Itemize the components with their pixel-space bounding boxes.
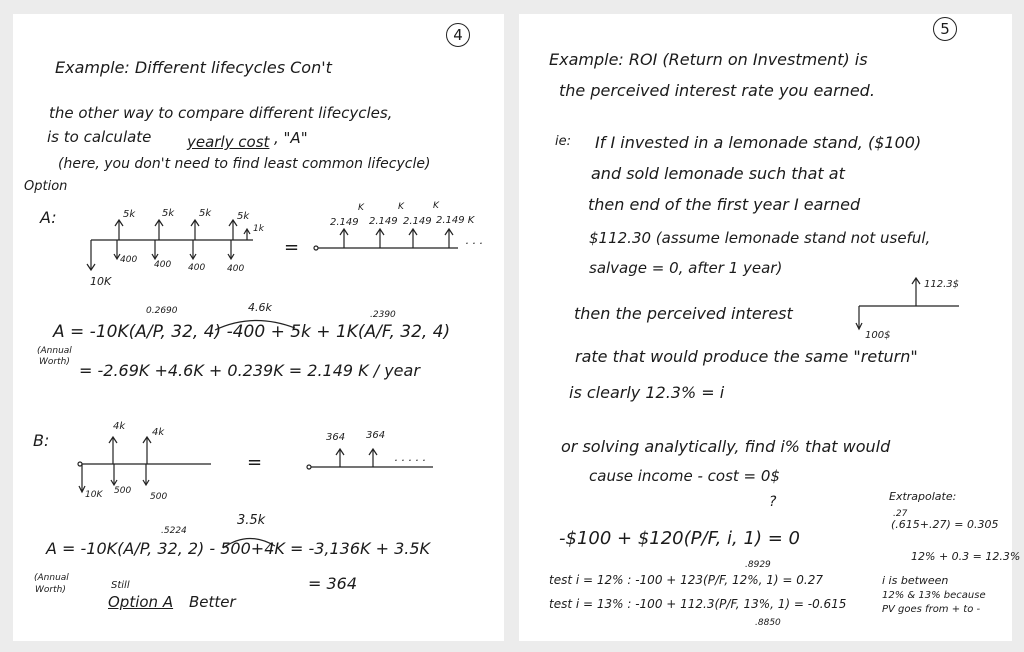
notes-page-4 bbox=[13, 14, 504, 641]
page-title: Example: Different lifecycles Con't bbox=[55, 58, 332, 77]
test-factor-2: .8850 bbox=[755, 618, 781, 628]
para2-line-3: is clearly 12.3% = i bbox=[569, 383, 725, 402]
optionB-annual-2: Worth) bbox=[35, 585, 66, 595]
cash-up-label: 112.3$ bbox=[924, 279, 959, 290]
optionA-down-2: 400 bbox=[154, 260, 172, 270]
para3-line-1: or solving analytically, find i% that would bbox=[561, 437, 891, 456]
optionA-eq-label-3: 2.149 bbox=[403, 216, 432, 227]
optionA-eq-k-3: K bbox=[433, 201, 439, 211]
optionA-equals: = bbox=[284, 237, 300, 258]
optionA-down-4: 400 bbox=[227, 264, 245, 274]
conclusion-better: Better bbox=[189, 593, 236, 611]
optionB-equals: = bbox=[247, 452, 263, 473]
optionB-label: B: bbox=[33, 431, 50, 450]
optionB-factor-2: 3.5k bbox=[237, 513, 266, 528]
optionA-eq-label-2: 2.149 bbox=[369, 216, 398, 227]
notes-page-5 bbox=[519, 14, 1021, 641]
para2-line-2: rate that would produce the same "return" bbox=[575, 347, 918, 366]
optionB-first-cost: 10K bbox=[85, 490, 103, 500]
optionB-factor-1: .5224 bbox=[161, 526, 187, 536]
optionA-eq-label-1: 2.149 bbox=[330, 217, 359, 228]
test-factor-1: .8929 bbox=[745, 560, 771, 570]
page-number: 5 bbox=[933, 17, 957, 41]
optionB-annual-1: (Annual bbox=[34, 573, 69, 583]
note-line-2: 12% & 13% because bbox=[882, 590, 986, 601]
optionA-first-cost: 10K bbox=[90, 275, 112, 288]
para-line-1: If I invested in a lemonade stand, ($100) bbox=[595, 133, 922, 152]
para-line-2: and sold lemonade such that at bbox=[591, 164, 845, 183]
intro-line-3: (here, you don't need to find least common lifecycle) bbox=[58, 156, 431, 172]
optionA-dots: · · · bbox=[465, 237, 483, 250]
note-line-1: i is between bbox=[882, 574, 949, 587]
optionA-annual-2: Worth) bbox=[39, 357, 70, 367]
optionA-up-1: 5k bbox=[123, 209, 136, 220]
optionB-still: Still bbox=[111, 580, 130, 591]
intro-line-2a: is to calculate bbox=[47, 128, 152, 146]
optionB-up-2: 4k bbox=[152, 427, 165, 438]
optionB-eq-label-2: 364 bbox=[366, 430, 386, 441]
optionA-up-4: 5k bbox=[237, 211, 250, 222]
intro-line-2c: , "A" bbox=[274, 129, 308, 147]
extrapolate-label: Extrapolate: bbox=[889, 490, 957, 503]
para-line-4: $112.30 (assume lemonade stand not useful, bbox=[589, 229, 931, 247]
extrapolate-calc-1: .27 bbox=[893, 509, 908, 519]
question-mark: ? bbox=[769, 494, 777, 510]
optionA-eq-k-2: K bbox=[398, 202, 404, 212]
optionB-up-1: 4k bbox=[113, 421, 126, 432]
para-line-5: salvage = 0, after 1 year) bbox=[589, 259, 783, 277]
note-line-3: PV goes from + to - bbox=[882, 604, 981, 615]
optionA-factor-2: 4.6k bbox=[248, 301, 272, 314]
ie-label: ie: bbox=[555, 134, 571, 149]
optionB-dots: · · · · · bbox=[394, 454, 426, 467]
intro-line-2b: yearly cost bbox=[187, 133, 270, 151]
optionA-eq-label-4: 2.149 K bbox=[436, 215, 475, 226]
optionB-eq-label-1: 364 bbox=[326, 432, 346, 443]
optionA-equation-2: = -2.69K +4.6K + 0.239K = 2.149 K / year bbox=[79, 361, 420, 380]
optionB-down-2: 500 bbox=[150, 492, 168, 502]
optionA-up-2: 5k bbox=[162, 208, 175, 219]
optionA-annual-1: (Annual bbox=[37, 346, 72, 356]
optionA-label: A: bbox=[40, 208, 57, 227]
para2-line-1: then the perceived interest bbox=[574, 304, 793, 323]
test-line-1: test i = 12% : -100 + 123(P/F, 12%, 1) = 0.27 bbox=[549, 573, 824, 587]
optionA-factor-3: .2390 bbox=[370, 310, 396, 320]
extrapolate-calc-2: (.615+.27) = 0.305 bbox=[891, 518, 999, 531]
option-label: Option bbox=[24, 179, 68, 194]
optionB-equation-1: A = -10K(A/P, 32, 2) - 500+4K = -3,136K + 3.5K bbox=[46, 539, 431, 558]
optionA-equation-1: A = -10K(A/P, 32, 4) -400 + 5k + 1K(A/F, 32, 4) bbox=[53, 322, 451, 342]
optionA-eq-k-1: K bbox=[358, 203, 364, 213]
intro-line-1: the other way to compare different lifecycles, bbox=[49, 104, 393, 122]
page-title: Example: ROI (Return on Investment) is bbox=[549, 50, 868, 69]
optionA-factor-1: 0.2690 bbox=[146, 306, 178, 316]
conclusion-option: Option A bbox=[108, 593, 174, 611]
extrapolate-result: 12% + 0.3 = 12.3% bbox=[911, 550, 1021, 563]
optionA-down-1: 400 bbox=[120, 255, 138, 265]
main-equation: -$100 + $120(P/F, i, 1) = 0 bbox=[559, 528, 800, 549]
optionA-up-3: 5k bbox=[199, 208, 212, 219]
para-line-3: then end of the first year I earned bbox=[588, 195, 861, 214]
para3-line-2: cause income - cost = 0$ bbox=[589, 467, 780, 485]
page-number: 4 bbox=[446, 23, 470, 47]
cash-down-label: 100$ bbox=[865, 330, 891, 341]
title-line-2: the perceived interest rate you earned. bbox=[559, 81, 875, 100]
optionA-down-3: 400 bbox=[188, 263, 206, 273]
optionB-equation-2: = 364 bbox=[308, 574, 358, 593]
test-line-2: test i = 13% : -100 + 112.3(P/F, 13%, 1) = -0.615 bbox=[549, 597, 847, 611]
optionA-up-5: 1k bbox=[253, 224, 264, 234]
optionB-down-1: 500 bbox=[114, 486, 132, 496]
